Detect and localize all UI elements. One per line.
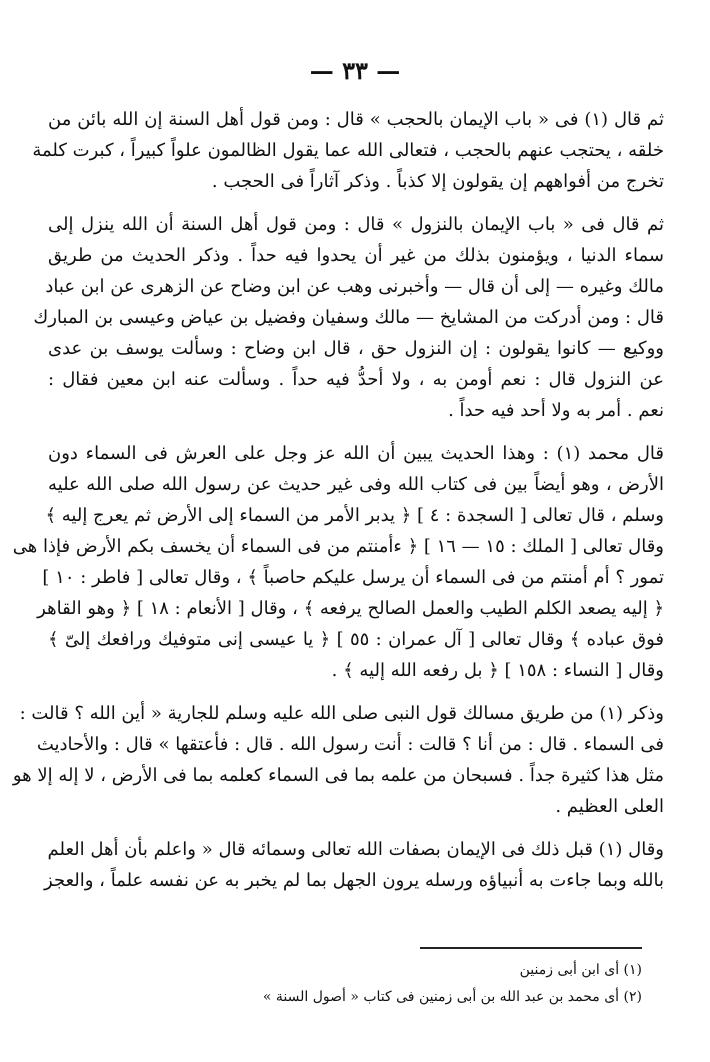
text-line: وقال (١) قبل ذلك فى الإيمان بصفات الله تعالى وسمائه قال « واعلم بأن أهل العلم — [47, 839, 664, 860]
text-line: وقال تعالى [ الملك : ١٥ — ١٦ ] ﴿ ءأمنتم من فى السماء أن يخسف بكم الأرض فإذا هى — [12, 536, 664, 557]
text-line: سماء الدنيا ، ويؤمنون بذلك من غير أن يحدوا فيه حداً . وذكر الحديث من طريق — [48, 245, 664, 266]
footnotes — [82, 957, 642, 1011]
text-line: الأرض ، وهو أيضاً بين فى كتاب الله وفى غير حديث عن رسول الله صلى الله عليه — [48, 474, 664, 495]
main-text — [12, 104, 665, 896]
text-line: فى السماء . قال : من أنا ؟ قالت : أنت رسول الله . قال : فأعتقها » قال : والأحاديث — [36, 734, 664, 755]
text-line: خلقه ، يحتجب عنهم بالحجب ، فتعالى الله عما يقول الظالمون علواً كبيراً ، كبرت كلمة — [32, 140, 664, 161]
paragraph-jariya — [12, 698, 664, 822]
text-line: ثم قال (١) فى « باب الإيمان بالحجب » قال : ومن قول أهل السنة إن الله بائن من — [48, 109, 664, 130]
footnote-2: (٢) أى محمد بن عبد الله بن أبى زمنين فى كتاب « أصول السنة » — [262, 989, 642, 1005]
paragraph-nuzul — [33, 209, 664, 426]
paragraph-sifat — [44, 834, 664, 896]
text-line: تخرج من أفواههم إن يقولون إلا كذباً . وذكر آثاراً فى الحجب . — [211, 171, 664, 192]
footnote-divider — [420, 947, 642, 949]
text-line: ووكيع — كانوا يقولون : إن النزول حق ، قال ابن وضاح : وسألت يوسف بن عدى — [48, 338, 664, 359]
text-line: تمور ؟ أم أمنتم من فى السماء أن يرسل عليكم حاصباً ﴾ ، وقال تعالى [ فاطر : ١٠ ] — [42, 567, 664, 588]
text-line: مثل هذا كثيرة جداً . فسبحان من علمه بما فى السماء كعلمه بما فى الأرض ، لا إله إلا هو — [12, 765, 664, 786]
text-line: قال : ومن أدركت من المشايخ — مالك وسفيان وفضيل بن عياض وعيسى بن المبارك — [33, 307, 664, 328]
paragraph-hijab — [32, 104, 664, 197]
text-line: عن النزول قال : نعم أومن به ، ولا أحدُّ فيه حداً . وسألت عنه ابن معين فقال : — [48, 369, 664, 390]
page-number: — ٣٣ — — [309, 56, 401, 85]
text-line: بالله وبما جاءت به أنبياؤه ورسله يرون الجهل بما لم يخبر به عن نفسه علماً ، والعجز — [44, 870, 664, 891]
text-line: وذكر (١) من طريق مسالك قول النبى صلى الله عليه وسلم للجارية « أين الله ؟ قالت : — [19, 703, 664, 724]
text-line: ثم قال فى « باب الإيمان بالنزول » قال : ومن قول أهل السنة أن الله ينزل إلى — [48, 214, 664, 235]
footnote-1: (١) أى ابن أبى زمنين — [519, 962, 642, 978]
text-line: العلى العظيم . — [555, 796, 664, 817]
text-line: فوق عباده ﴾ وقال تعالى [ آل عمران : ٥٥ ] ﴿ يا عيسى إنى متوفيك ورافعك إلىّ ﴾ — [48, 629, 664, 650]
text-line: قال محمد (١) : وهذا الحديث يبين أن الله عز وجل على العرش فى السماء دون — [48, 443, 665, 464]
text-line: مالك وغيره — إلى أن قال — وأخبرنى وهب عن ابن وضاح عن الزهرى عن ابن عباد — [45, 276, 664, 297]
text-line: وقال [ النساء : ١٥٨ ] ﴿ بل رفعه الله إليه ﴾ . — [331, 660, 664, 681]
text-line: نعم . أمر به ولا أحد فيه حداً . — [448, 400, 664, 421]
paragraph-qala-muhammad — [12, 438, 665, 686]
text-line: ﴿ إليه يصعد الكلم الطيب والعمل الصالح يرفعه ﴾ ، وقال [ الأنعام : ١٨ ] ﴿ وهو القاهر — [37, 598, 664, 619]
text-line: وسلم ، قال تعالى [ السجدة : ٤ ] ﴿ يدبر الأمر من السماء إلى الأرض ثم يعرج إليه ﴾ — [45, 505, 664, 526]
